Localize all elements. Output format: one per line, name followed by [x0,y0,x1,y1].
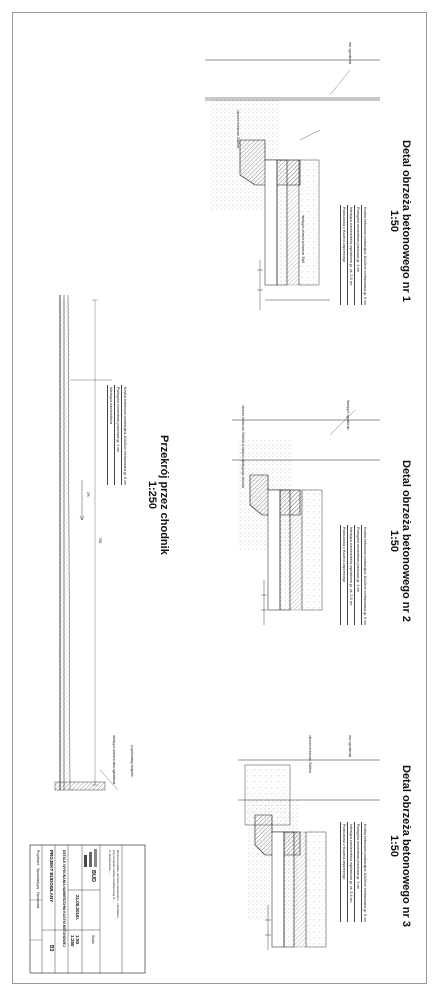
section-title: Przekrój przez chodnik 1:250 [146,435,170,555]
detail-3-label-wall: mur ogrodzenia [348,735,352,758]
section-label-building: projektowany budynek [130,745,134,777]
detail-3-label-curb: obrzeże betonowe 30x8cm [308,735,312,774]
detail-3-legend: Kostka betonowa prostokątna 10x20cm niefazowana gr. 6 cm Podsypka cementowo-piaskowa gr. 4 cm Istniejąca nawierzchnia wykładowa gr. ok. 5-6 cm Podbudowa z tłucznia wapiennego [342,824,367,922]
drawing-scale: 1:50 1:250 [70,935,80,947]
section-legend: Kostka betonowa prostokątna 10x20cm niefazowana gr. 6 cm Podsypka cementowo-piaskowa gr. 4 cm Istniejąca nawierzchnia [109,387,127,485]
detail-1-legend: Kostka betonowa prostokątna 10x20cm niefazowana gr. 6 cm Podsypka cementowo-piaskowa gr. 4 cm Istniejąca nawierzchnia wykładowa gr. ok. 5-6 cm Podbudowa z tłucznia wapiennego [342,207,367,305]
detail-2-label-curb: obrzeże betonowe 30x8cm w miejscu istniejącego obrzeża [241,405,245,488]
section-slope: 2% [86,492,90,497]
detail-1-label-existing: istniejąca obrzeże betonowe 30x8 [301,215,305,264]
section-label-existing: istniejąca nawierzchnia wykładowa [112,735,116,785]
project-stage: PROJEKT BUDOWLANY [49,850,54,903]
company-logo: BUD [90,870,96,882]
title-block-roles: Projektant Sprawdzający Opracował [36,850,40,909]
drawing-date: 21.05.2016r. [75,895,80,921]
detail-2-title: Detal obrzeża betonowego nr 2 1:50 [388,460,412,622]
scale-label: Skala [91,935,95,944]
section-length: 500 [98,538,102,544]
project-description: Remont projektu remontu nawierzchni - chodników przy budynku Szkoły Podstawowej nr ... w miejscowości ... [108,850,120,918]
detail-2-label-fence: istniejące ogrodzenie [346,400,350,430]
drawing-title: DETALE WYKONANIA NAWIERZCHNI KOSTKI BETONOWEJ [62,850,66,947]
detail-2-legend: Kostka betonowa prostokątna 10x20cm niefazowana gr. 6 cm Podsypka cementowo-piaskowa gr. 4 cm Istniejąca nawierzchnia wykładowa gr. ok. 5-6 cm Podbudowa z tłucznia wapiennego [342,527,367,625]
detail-3-title: Detal obrzeża betonowego nr 3 1:50 [388,765,412,927]
detail-1-label-curb: obrzeże betonowe 30x8cm [236,110,240,149]
detail-1-label-wall: mur ogrodzenia [348,42,352,65]
sheet-number: B3 [48,945,54,952]
detail-1-title: Detal obrzeża betonowego nr 1 1:50 [388,140,412,302]
section-drawing [55,295,118,790]
title-block-lines [30,845,145,973]
